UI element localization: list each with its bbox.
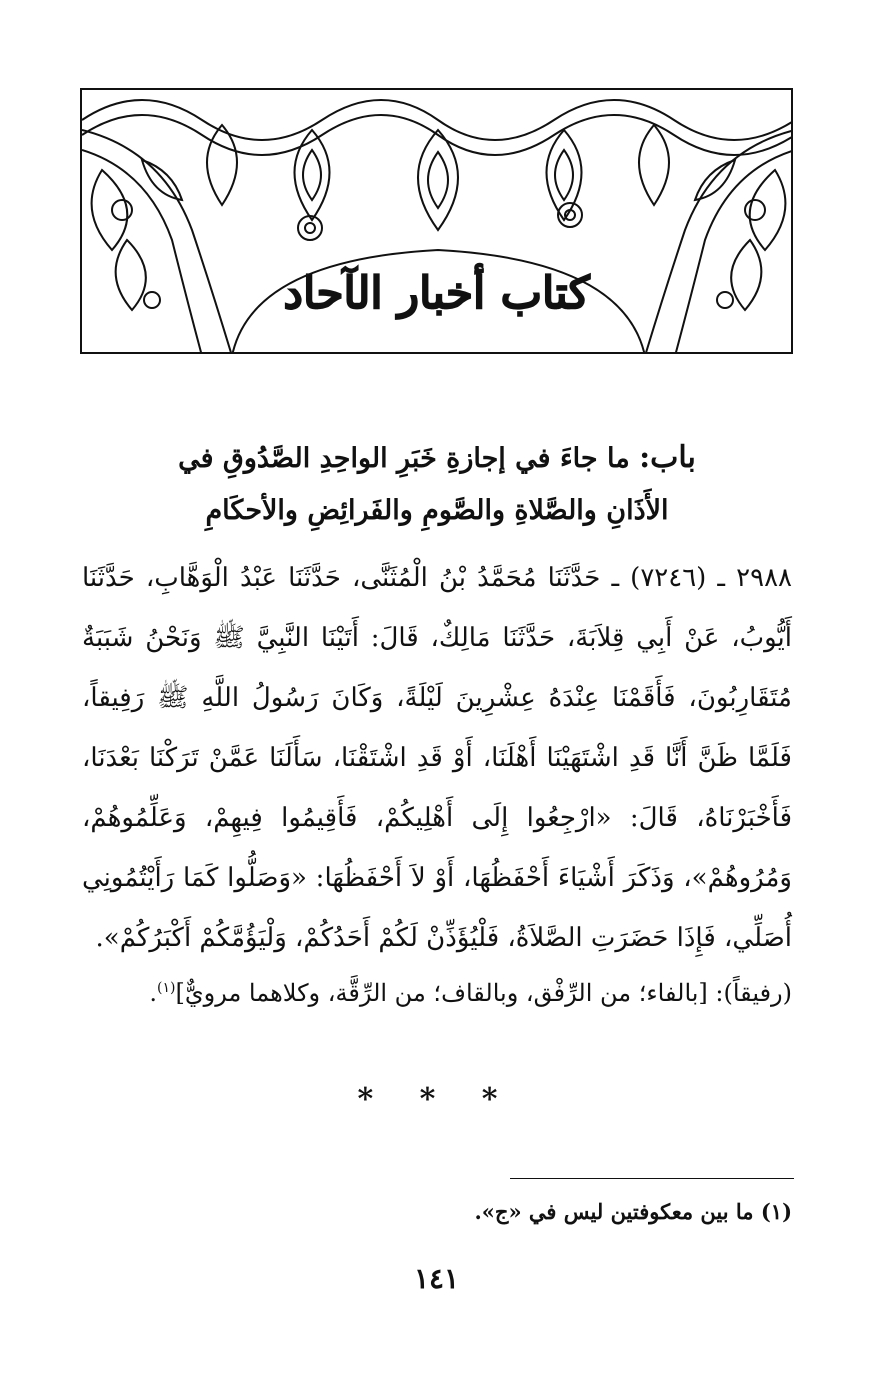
note-end: . (149, 979, 157, 1007)
hadith-number: ٢٩٨٨ ـ (٧٢٤٦) ـ (611, 563, 792, 593)
section-separator: * * * (357, 1082, 516, 1117)
hadith-body (82, 548, 792, 968)
book-title: كتاب أخبار الآحاد (283, 268, 590, 319)
chapter-title-part-1: ما جاءَ في إجازةِ خَبَرِ الواحِدِ الصَّدُوقِ في (178, 443, 630, 474)
page-number: ١٤١ (413, 1262, 460, 1295)
note-text: (رفيقاً): [بالفاء؛ من الرِّفْق، وبالقاف؛ من الرِّقَّة، وكلاهما مرويٌّ] (175, 979, 792, 1007)
footnote: (١) ما بين معكوفتين ليس في «ج». (474, 1199, 792, 1224)
footnote-divider (510, 1178, 794, 1179)
footnote-marker: (١) (157, 980, 176, 996)
chapter-label: باب: (639, 440, 696, 475)
explanatory-note (82, 958, 792, 1023)
chapter-title-part-2: الأَذَانِ والصَّلاةِ والصَّومِ والفَرائِضِ والأحكَامِ (205, 495, 669, 526)
hadith-paragraph (82, 548, 792, 968)
chapter-heading (82, 432, 792, 537)
chapter-heading-line-1 (82, 432, 792, 485)
hadith-text: حَدَّثَنَا مُحَمَّدُ بْنُ الْمُثَنَّى، حَدَّثَنَا عَبْدُ الْوَهَّابِ، حَدَّثَنَا أَيُّوبُ، عَنْ أَبِي قِلاَبَةَ، حَدَّثَنَا مَالِكٌ، قَالَ: أَتَيْنَا النَّبِيَّ ﷺ وَنَحْنُ شَبَبَةٌ مُتَقَارِبُونَ، فَأَقَمْنَا عِنْدَهُ عِشْرِينَ لَيْلَةً، وَكَانَ رَسُولُ اللَّهِ ﷺ رَفِيقاً، فَلَمَّا ظَنَّ أَنَّا قَدِ اشْتَهَيْنَا أَهْلَنَا، أَوْ قَدِ اشْتَقْنَا، سَأَلَنَا عَمَّنْ تَرَكْنَا بَعْدَنَا، فَأَخْبَرْنَاهُ، قَالَ: «ارْجِعُوا إِلَى أَهْلِيكُمْ، فَأَقِيمُوا فِيهِمْ، وَعَلِّمُوهُمْ، وَمُرُوهُمْ»، وَذَكَرَ أَشْيَاءَ أَحْفَظُهَا، أَوْ لاَ أَحْفَظُهَا: «وَصَلُّوا كَمَا رَأَيْتُمُونِي أُصَلِّي، فَإِذَا حَضَرَتِ الصَّلاَةُ، فَلْيُؤَذِّنْ لَكُمْ أَحَدُكُمْ، وَلْيَؤُمَّكُمْ أَكْبَرُكُمْ». (82, 563, 792, 953)
